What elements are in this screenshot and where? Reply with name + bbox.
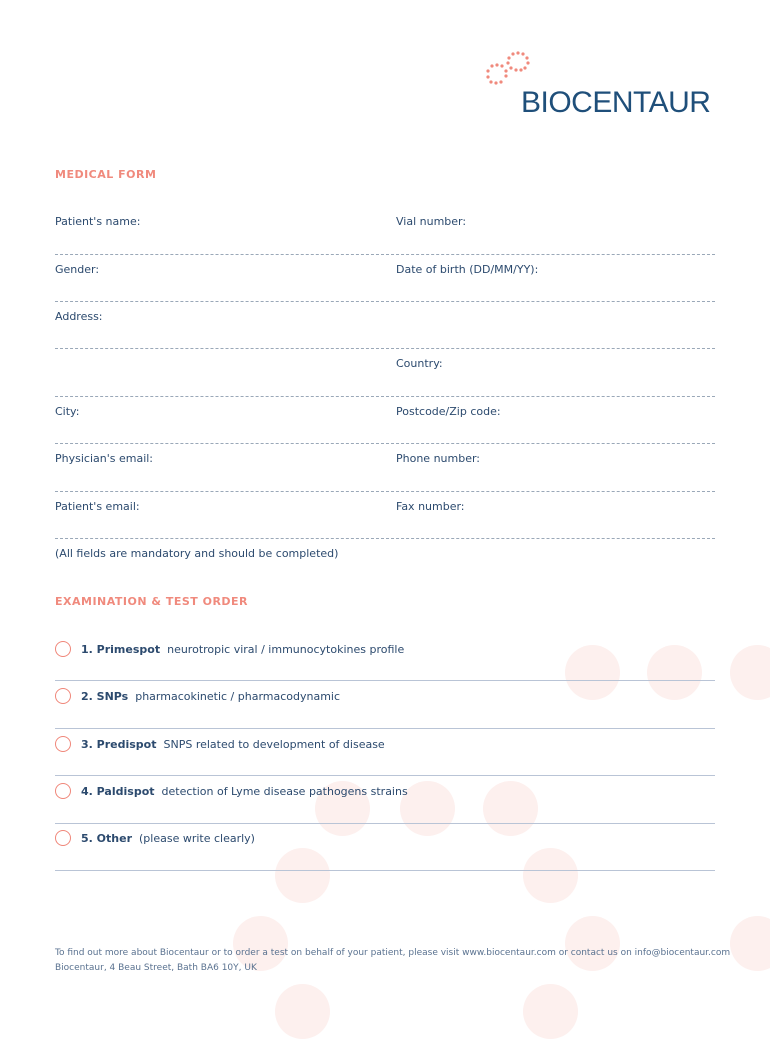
test-option-primespot[interactable] — [55, 639, 715, 659]
test-option-other[interactable] — [55, 828, 715, 848]
postcode-label: Postcode/Zip code: — [396, 405, 501, 418]
gender-field-line[interactable] — [55, 301, 715, 302]
city-field-line[interactable] — [55, 443, 715, 444]
test-option-description: detection of Lyme disease pathogens strains — [161, 784, 408, 798]
radio-button[interactable] — [55, 830, 71, 846]
test-option-paldispot[interactable] — [55, 781, 715, 801]
phone-number-label: Phone number: — [396, 452, 481, 465]
footer-contact-line: To find out more about Biocentaur or to order a test on behalf of your patient, please visit www.biocentaur.com or contact us on info@biocentaur.com — [55, 948, 731, 958]
decorative-circle — [523, 848, 578, 903]
test-option-name: 2. SNPs — [81, 689, 129, 703]
patient-name-label: Patient's name: — [55, 215, 141, 228]
biocentaur-logo — [483, 48, 723, 123]
test-option-name: 1. Primespot — [81, 642, 161, 656]
decorative-circle — [730, 916, 770, 971]
vial-number-label: Vial number: — [396, 215, 467, 228]
brand-name: BIOCENTAUR — [521, 86, 711, 119]
decorative-circle — [275, 984, 330, 1039]
city-label: City: — [55, 405, 80, 418]
divider — [55, 823, 715, 824]
divider — [55, 775, 715, 776]
test-option-description: pharmacokinetic / pharmacodynamic — [135, 689, 341, 703]
test-option-name: 3. Predispot — [81, 737, 157, 751]
test-option-description: SNPS related to development of disease — [163, 737, 385, 751]
test-order-title: EXAMINATION & TEST ORDER — [55, 595, 249, 608]
decorative-circle — [275, 848, 330, 903]
test-option-name: 5. Other — [81, 831, 132, 845]
date-of-birth-label: Date of birth (DD/MM/YY): — [396, 263, 539, 276]
mandatory-note: (All fields are mandatory and should be completed) — [55, 547, 339, 560]
test-option-snps[interactable] — [55, 686, 715, 706]
radio-button[interactable] — [55, 783, 71, 799]
test-option-description: neurotropic viral / immunocytokines profile — [167, 642, 405, 656]
decorative-circle — [730, 645, 770, 700]
physician-email-label: Physician's email: — [55, 452, 154, 465]
footer — [55, 946, 730, 976]
divider — [55, 680, 715, 681]
divider — [55, 870, 715, 871]
radio-button[interactable] — [55, 688, 71, 704]
address-field-line[interactable] — [55, 348, 715, 349]
test-option-name: 4. Paldispot — [81, 784, 155, 798]
radio-button[interactable] — [55, 736, 71, 752]
country-field-line[interactable] — [55, 396, 715, 397]
patient-email-field-line[interactable] — [55, 538, 715, 539]
address-label: Address: — [55, 310, 103, 323]
gender-label: Gender: — [55, 263, 100, 276]
physician-email-field-line[interactable] — [55, 491, 715, 492]
test-option-description: (please write clearly) — [139, 831, 255, 845]
country-label: Country: — [396, 357, 443, 370]
footer-address-line: Biocentaur, 4 Beau Street, Bath BA6 10Y, UK — [55, 963, 257, 973]
medical-form-title: MEDICAL FORM — [55, 168, 157, 181]
patient-name-field-line[interactable] — [55, 254, 715, 255]
divider — [55, 728, 715, 729]
test-option-predispot[interactable] — [55, 734, 715, 754]
fax-number-label: Fax number: — [396, 500, 465, 513]
radio-button[interactable] — [55, 641, 71, 657]
patient-email-label: Patient's email: — [55, 500, 140, 513]
decorative-circle — [523, 984, 578, 1039]
